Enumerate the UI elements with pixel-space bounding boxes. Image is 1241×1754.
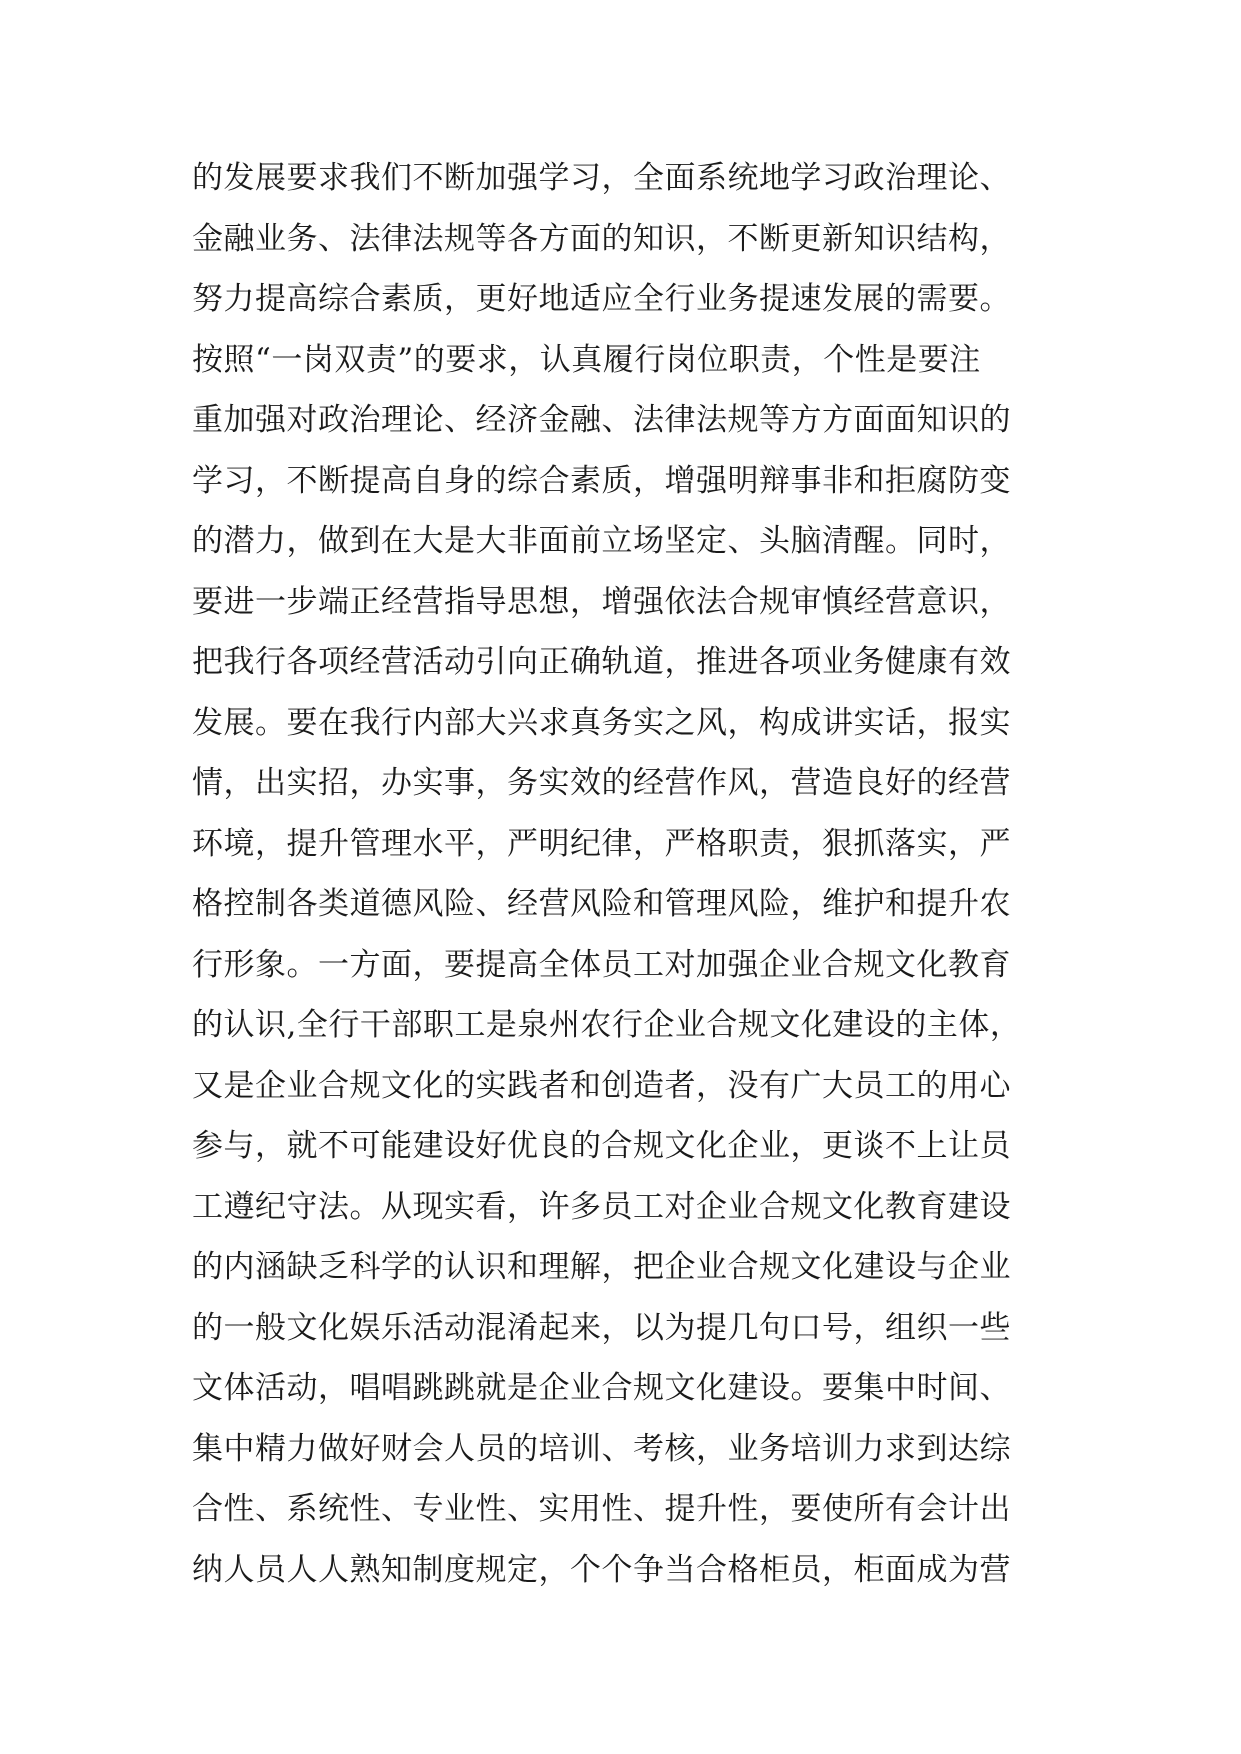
text-line: 集中精力做好财会人员的培训、考核，业务培训力求到达综 <box>192 1430 1011 1467</box>
text-line: 要进一步端正经营指导思想，增强依法合规审慎经营意识， <box>192 583 1011 620</box>
text-line: 的发展要求我们不断加强学习，全面系统地学习政治理论、 <box>192 160 1011 196</box>
text-line: 情，出实招，办实事，务实效的经营作风，营造良好的经营 <box>192 765 1011 801</box>
text-line: 重加强对政治理论、经济金融、法律法规等方方面面知识的 <box>192 402 1011 438</box>
text-line: 按照“一岗双责”的要求，认真履行岗位职责，个性是要注 <box>192 341 981 378</box>
body-text <box>192 148 1092 1600</box>
text-line: 把我行各项经营活动引向正确轨道，推进各项业务健康有效 <box>192 644 1011 680</box>
text-line: 行形象。一方面，要提高全体员工对加强企业合规文化教育 <box>192 946 1011 983</box>
text-line: 金融业务、法律法规等各方面的知识，不断更新知识结构， <box>192 220 1011 257</box>
text-line: 的一般文化娱乐活动混淆起来，以为提几句口号，组织一些 <box>192 1309 1011 1346</box>
text-line: 的认识,全行干部职工是泉州农行企业合规文化建设的主体， <box>192 1007 1022 1043</box>
text-line: 环境，提升管理水平，严明纪律，严格职责，狠抓落实，严 <box>192 825 1011 862</box>
text-line: 纳人员人人熟知制度规定，个个争当合格柜员，柜面成为营 <box>192 1551 1011 1588</box>
text-line: 又是企业合规文化的实践者和创造者，没有广大员工的用心 <box>192 1067 1011 1104</box>
text-line: 参与，就不可能建设好优良的合规文化企业，更谈不上让员 <box>192 1128 1011 1164</box>
text-line: 发展。要在我行内部大兴求真务实之风，构成讲实话，报实 <box>192 704 1011 741</box>
text-line: 文体活动，唱唱跳跳就是企业合规文化建设。要集中时间、 <box>192 1370 1011 1406</box>
text-line: 努力提高综合素质，更好地适应全行业务提速发展的需要。 <box>192 281 1011 317</box>
text-line: 工遵纪守法。从现实看，许多员工对企业合规文化教育建设 <box>192 1188 1011 1225</box>
text-line: 格控制各类道德风险、经营风险和管理风险，维护和提升农 <box>192 886 1011 922</box>
text-line: 的内涵缺乏科学的认识和理解，把企业合规文化建设与企业 <box>192 1249 1011 1285</box>
text-line: 合性、系统性、专业性、实用性、提升性，要使所有会计出 <box>192 1491 1011 1527</box>
text-line: 的潜力，做到在大是大非面前立场坚定、头脑清醒。同时， <box>192 523 1011 559</box>
text-line: 学习，不断提高自身的综合素质，增强明辩事非和拒腐防变 <box>192 462 1011 499</box>
